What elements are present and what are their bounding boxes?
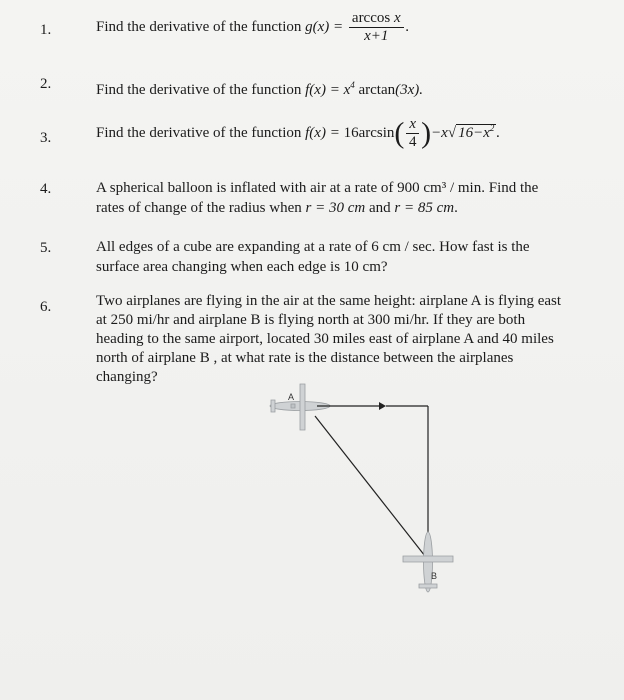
problem-number: 6.: [40, 299, 52, 315]
problem-number: 1.: [40, 22, 52, 38]
airplane-b-icon: [403, 532, 453, 592]
problem-4-line1: A spherical balloon is inflated with air at a rate of 900 cm³ / min. Find the: [96, 180, 539, 196]
arrow-east-icon: [379, 402, 386, 410]
problem-6-line4: north of airplane B , at what rate is the distance between the airplanes: [96, 350, 514, 366]
problem-number: 4.: [40, 181, 52, 197]
problem-5-line1: All edges of a cube are expanding at a rate of 6 cm / sec. How fast is the: [96, 239, 530, 255]
formula-f2: $f(x) = x^4$ arctan(3x).: [305, 80, 424, 98]
problem-statement: rates of change of the radius when: [96, 200, 302, 216]
radius-values: r = 30 cm: [305, 200, 366, 216]
problem-6-line3: heading to the same airport, located 30 miles east of airplane A and 40 miles: [96, 331, 554, 347]
problem-6-line5: changing?: [96, 369, 158, 385]
airplane-a-label: A: [288, 392, 295, 402]
problem-number: 2.: [40, 76, 52, 92]
problem-statement: Find the derivative of the function: [96, 124, 302, 141]
problem-1-text: [96, 10, 409, 45]
problem-statement: Find the derivative of the function: [96, 82, 302, 98]
problem-number: 3.: [40, 130, 52, 146]
problem-5-line2: surface area changing when each edge is 10 cm?: [96, 259, 388, 275]
airplane-b-label: B: [431, 571, 438, 581]
airplanes-diagram: [255, 370, 455, 600]
formula-g: g(x) = $\frac{\text{arccos x}}{x+1}$ .: [305, 10, 410, 44]
formula-f3: f(x) = 16arcsin( $\frac{x}{4}$ )−x√ $16-x^2$ .: [305, 116, 501, 150]
problem-6-line1: Two airplanes are flying in the air at the same height: airplane A is flying east: [96, 293, 562, 309]
problem-3-text: [96, 116, 500, 151]
problem-number: 5.: [40, 240, 52, 256]
problem-2-text: [96, 76, 423, 100]
problem-4-line2: rates of change of the radius when r = 30 cm and r = 85 cm.: [96, 200, 458, 216]
problem-6-line2: at 250 mi/hr and airplane B is flying north at 300 mi/hr. If they are both: [96, 312, 526, 328]
distance-line: [315, 416, 425, 556]
problem-statement: Find the derivative of the function: [96, 18, 302, 35]
